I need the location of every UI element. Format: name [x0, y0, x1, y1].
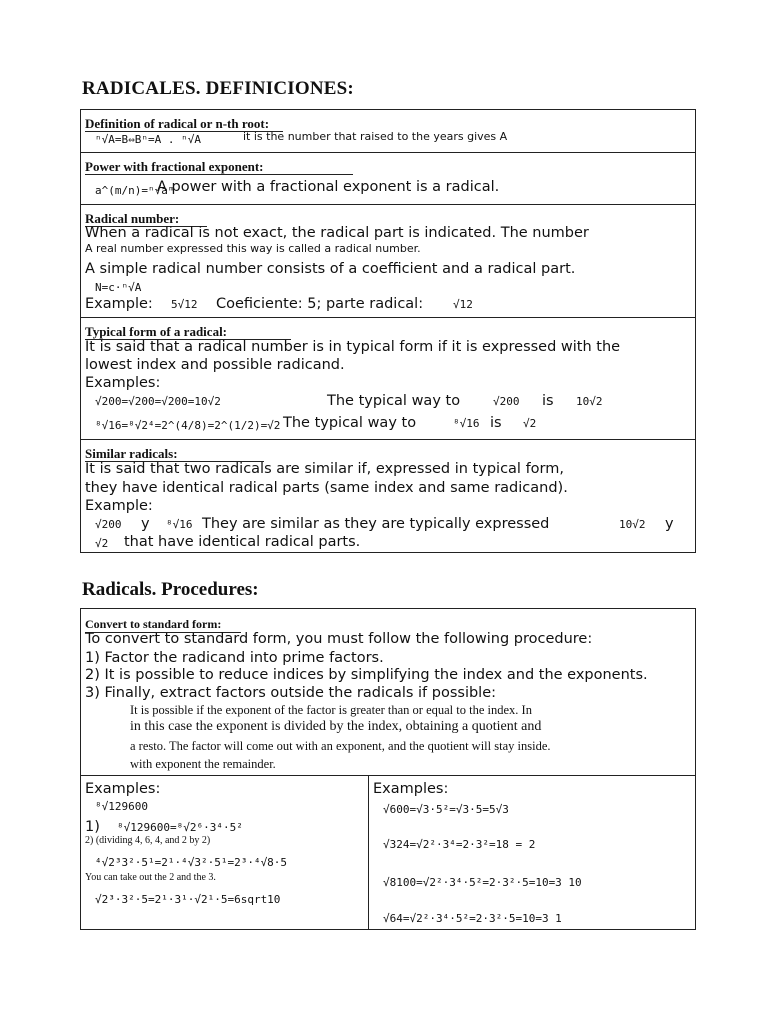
- convert-line1: To convert to standard form, you must follow the following procedure:: [85, 631, 593, 647]
- examples-left-r3: 2) (dividing 4, 6, 4, and 2 by 2): [85, 835, 211, 846]
- similar-text2: that have identical radical parts.: [124, 534, 361, 550]
- similar-res-b: √2: [95, 537, 109, 550]
- procedures-title: Radicals. Procedures:: [82, 579, 259, 600]
- similar-heading: Similar radicals:: [85, 446, 264, 462]
- definition-text: it is the number that raised to the years gives A: [243, 130, 508, 143]
- examples-right-r1: √600=√3·5²=√3·5=5√3: [383, 803, 509, 816]
- radical-number-box: [80, 204, 696, 318]
- examples-left-r6: √2³·3²·5=2¹·3¹·√2¹·5=6sqrt10: [95, 893, 281, 906]
- examples-left-box: [80, 775, 369, 930]
- radnum-example-label: Example:: [85, 296, 153, 312]
- convert-note2: in this case the exponent is divided by the index, obtaining a quotient and: [130, 719, 542, 734]
- similar-example-label: Example:: [85, 498, 153, 514]
- typical-ex2-text: The typical way to: [283, 415, 417, 431]
- definition-formula: ⁿ√A=B⇔Bⁿ=A . ⁿ√A: [95, 133, 201, 146]
- typical-form-box: [80, 317, 696, 440]
- power-text: A power with a fractional exponent is a radical.: [157, 179, 500, 195]
- convert-step2: 2) It is possible to reduce indices by simplifying the index and the exponents.: [85, 667, 648, 683]
- typical-ex2-formula: ⁸√16=⁸√2⁴=2^(4/8)=2^(1/2)=√2: [95, 419, 281, 432]
- typical-ex1-rad: √200: [493, 395, 520, 408]
- radnum-line3: A simple radical number consists of a coefficient and a radical part.: [85, 261, 576, 277]
- definition-heading: Definition of radical or n-th root:: [85, 116, 283, 132]
- similar-line2: they have identical radical parts (same index and same radicand).: [85, 480, 568, 496]
- similar-line1: It is said that two radicals are similar if, expressed in typical form,: [85, 461, 564, 477]
- examples-right-r2: √324=√2²·3⁴=2·3²=18 = 2: [383, 838, 536, 851]
- typical-ex2-rad: ⁸√16: [453, 417, 480, 430]
- typical-examples-label: Examples:: [85, 375, 161, 391]
- similar-res-a: 10√2: [619, 518, 646, 531]
- similar-rad-b: ⁸√16: [166, 518, 193, 531]
- typical-ex1-is: is: [542, 393, 554, 409]
- similar-text: They are similar as they are typically expressed: [202, 516, 550, 532]
- examples-left-r2: ⁸√129600=⁸√2⁶·3⁴·5²: [117, 821, 243, 834]
- radnum-line1: When a radical is not exact, the radical part is indicated. The number: [85, 225, 589, 241]
- typical-line1: It is said that a radical number is in typical form if it is expressed with the: [85, 339, 621, 355]
- convert-step1: 1) Factor the radicand into prime factors.: [85, 650, 384, 666]
- similar-y2: y: [665, 516, 674, 532]
- typical-line2: lowest index and possible radicand.: [85, 357, 345, 373]
- power-heading: Power with fractional exponent:: [85, 159, 353, 175]
- radnum-heading: Radical number:: [85, 211, 207, 227]
- typical-ex2-is: is: [490, 415, 502, 431]
- similar-radicals-box: [80, 439, 696, 553]
- page-title: RADICALES. DEFINICIONES:: [82, 78, 354, 99]
- convert-step3: 3) Finally, extract factors outside the radicals if possible:: [85, 685, 497, 701]
- convert-note1: It is possible if the exponent of the factor is greater than or equal to the index. In: [130, 703, 532, 717]
- examples-left-r1: ⁸√129600: [95, 800, 148, 813]
- examples-right-r4: √64=√2²·3⁴·5²=2·3²·5=10=3 1: [383, 912, 562, 925]
- power-box: [80, 152, 696, 205]
- examples-left-label: Examples:: [85, 781, 161, 797]
- similar-y1: y: [141, 516, 150, 532]
- typical-ex1-formula: √200=√200=√200=10√2: [95, 395, 221, 408]
- radnum-example-text: Coeficiente: 5; parte radical:: [216, 296, 424, 312]
- convert-note3: a resto. The factor will come out with an exponent, and the quotient will stay inside.: [130, 739, 551, 753]
- radnum-line2: A real number expressed this way is called a radical number.: [85, 242, 421, 255]
- power-formula: a^(m/n)=ⁿ√aᵐ: [95, 184, 175, 197]
- examples-left-r5: You can take out the 2 and the 3.: [85, 872, 216, 883]
- convert-box: [80, 608, 696, 776]
- typical-ex1-text: The typical way to: [327, 393, 461, 409]
- convert-heading: Convert to standard form:: [85, 617, 241, 633]
- typical-ex2-result: √2: [523, 417, 537, 430]
- radnum-example-value: 5√12: [171, 298, 198, 311]
- definition-box: [80, 109, 696, 153]
- radnum-formula: N=c·ⁿ√A: [95, 281, 142, 294]
- examples-left-r4: ⁴√2³3²·5¹=2¹·⁴√3²·5¹=2³·⁴√8·5: [95, 856, 288, 869]
- radnum-example-part: √12: [453, 298, 473, 311]
- convert-note4: with exponent the remainder.: [130, 757, 276, 771]
- typical-ex1-result: 10√2: [576, 395, 603, 408]
- examples-right-label: Examples:: [373, 781, 449, 797]
- examples-right-r3: √8100=√2²·3⁴·5²=2·3²·5=10=3 10: [383, 876, 582, 889]
- similar-rad-a: √200: [95, 518, 122, 531]
- examples-right-box: [368, 775, 696, 930]
- typical-heading: Typical form of a radical:: [85, 324, 291, 340]
- examples-left-r2-prefix: 1): [85, 819, 100, 835]
